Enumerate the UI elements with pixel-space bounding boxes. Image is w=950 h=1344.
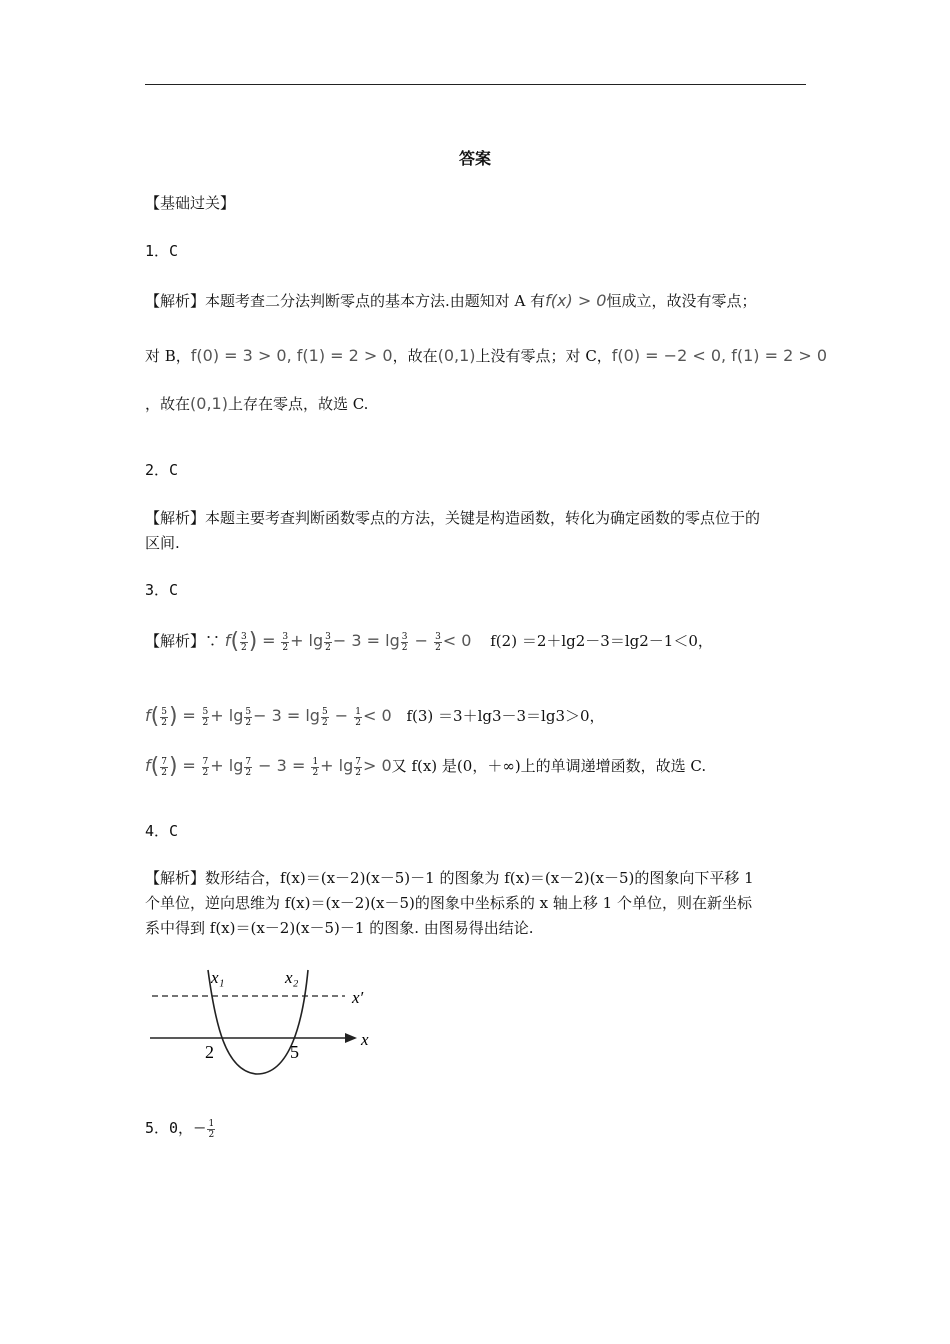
q3-text: 又 f(x) 是(0，＋∞)上的单调递增函数，故选 C. [391, 757, 707, 775]
q3-math-paren: ) [168, 754, 178, 779]
q3-math-paren: ( [230, 629, 240, 654]
q1-text: 【解析】本题考查二分法判断零点的基本方法.由题知对 A 有 [145, 292, 546, 310]
q4-explanation-line2: 个单位，逆向思维为 f(x)＝(x－2)(x－5)的图象中坐标系的 x 轴上移 1 个单位，则在新坐标 [145, 894, 752, 912]
q1-text: 上存在零点，故选 C. [227, 395, 369, 413]
label-x: x [361, 1030, 369, 1049]
q1-explanation-line2 [145, 345, 827, 367]
q3-frac: $\frac{7}{2}$ [161, 756, 167, 778]
q3-frac: $\frac{5}{2}$ [161, 706, 167, 728]
q3-frac: $\frac{5}{2}$ [245, 706, 252, 728]
q3-math: + lg [320, 756, 354, 775]
q3-math: < 0 [363, 706, 392, 725]
q1-text: 上没有零点；对 C， [475, 347, 612, 365]
q5-neg: − [193, 1118, 207, 1137]
q1-text: 对 B， [145, 347, 191, 365]
q3-frac: $\frac{5}{2}$ [321, 706, 328, 728]
q3-text: f(3) ＝3＋lg3－3＝lg3＞0， [406, 707, 605, 725]
q1-explanation-line1 [145, 290, 757, 312]
q3-frac: $\frac{1}{2}$ [355, 706, 361, 728]
q3-math: = [262, 631, 276, 650]
q3-math-paren: ( [150, 754, 160, 779]
q3-math-f: f [145, 756, 151, 775]
q3-math: + lg [210, 706, 244, 725]
q3-math: = [182, 706, 196, 725]
q3-math: = [182, 756, 196, 775]
q5-answer-line [145, 1117, 216, 1140]
q3-explanation-line3 [145, 755, 706, 778]
q3-frac: $\frac{1}{2}$ [312, 756, 319, 778]
q3-frac: $\frac{7}{2}$ [245, 756, 252, 778]
q3-frac: $\frac{3}{2}$ [401, 631, 408, 653]
label-2: 2 [205, 1042, 214, 1062]
header-rule [145, 84, 806, 85]
q3-math: − 3 = lg [332, 631, 400, 650]
q5-frac: $\frac{1}{2}$ [208, 1118, 215, 1140]
q3-frac: $\frac{3}{2}$ [435, 631, 441, 653]
q3-math-paren: ) [168, 704, 178, 729]
q3-frac: $\frac{7}{2}$ [202, 756, 209, 778]
q3-math: − [329, 706, 354, 725]
q4-explanation-line1: 【解析】数形结合，f(x)＝(x－2)(x－5)－1 的图象为 f(x)＝(x－2)(x－5)的图象向下平移 1 [145, 869, 754, 887]
q3-explanation-line2 [145, 705, 605, 728]
q3-math: > 0 [363, 756, 392, 775]
q3-frac: $\frac{7}{2}$ [355, 756, 361, 778]
q1-text: ，故在 [392, 347, 438, 365]
q3-answer: 3．C [145, 581, 179, 599]
q3-math-f: f [224, 631, 231, 650]
q3-math: − 3 = [253, 756, 311, 775]
q3-math: + lg [290, 631, 324, 650]
q3-frac: $\frac{3}{2}$ [282, 631, 289, 653]
q3-math-f: f [145, 706, 151, 725]
q4-answer: 4．C [145, 822, 179, 840]
q3-explanation-line1 [145, 630, 713, 653]
q1-math: f(0) = −2 < 0, f(1) = 2 > 0 [611, 346, 827, 365]
label-x-prime: x′ [352, 988, 364, 1007]
q3-math-paren: ( [150, 704, 160, 729]
q1-math: (0,1) [190, 394, 228, 413]
q1-math: f(x) > 0 [545, 291, 607, 310]
q3-math: − [409, 631, 434, 650]
q1-math: (0,1) [437, 346, 476, 365]
page-title: 答案 [458, 149, 491, 168]
q3-math: + lg [210, 756, 244, 775]
q3-math: − 3 = lg [253, 706, 320, 725]
q3-text: f(2) ＝2＋lg2－3＝lg2－1＜0， [490, 632, 713, 650]
q3-math: < 0 [442, 631, 472, 650]
q4-explanation-line3: 系中得到 f(x)＝(x－2)(x－5)－1 的图象. 由图易得出结论. [145, 919, 534, 937]
q2-answer: 2．C [145, 461, 179, 479]
q5-answer: 5．0， [145, 1119, 194, 1137]
x-axis-arrow [345, 1033, 357, 1043]
q2-explanation-line2: 区间. [145, 534, 180, 552]
section-heading: 【基础过关】 [145, 194, 236, 212]
q3-frac: $\frac{3}{2}$ [325, 631, 331, 653]
q3-frac: $\frac{3}{2}$ [241, 631, 247, 653]
label-x1: x₁ [211, 968, 225, 987]
q2-explanation-line1: 【解析】本题主要考查判断函数零点的方法，关键是构造函数，转化为确定函数的零点位于的 [145, 509, 761, 527]
q1-text: 恒成立，故没有零点； [606, 292, 757, 310]
q3-frac: $\frac{5}{2}$ [202, 706, 209, 728]
q1-answer: 1．C [145, 242, 179, 260]
parabola-figure [145, 962, 385, 1082]
q1-text: ，故在 [145, 395, 191, 413]
label-5: 5 [290, 1042, 299, 1062]
label-x2: x₂ [285, 968, 299, 987]
q3-math-paren: ) [248, 629, 258, 654]
q3-text: 【解析】∵ [145, 632, 221, 650]
q1-explanation-line3 [145, 393, 368, 415]
q1-math: f(0) = 3 > 0, f(1) = 2 > 0 [190, 346, 393, 365]
